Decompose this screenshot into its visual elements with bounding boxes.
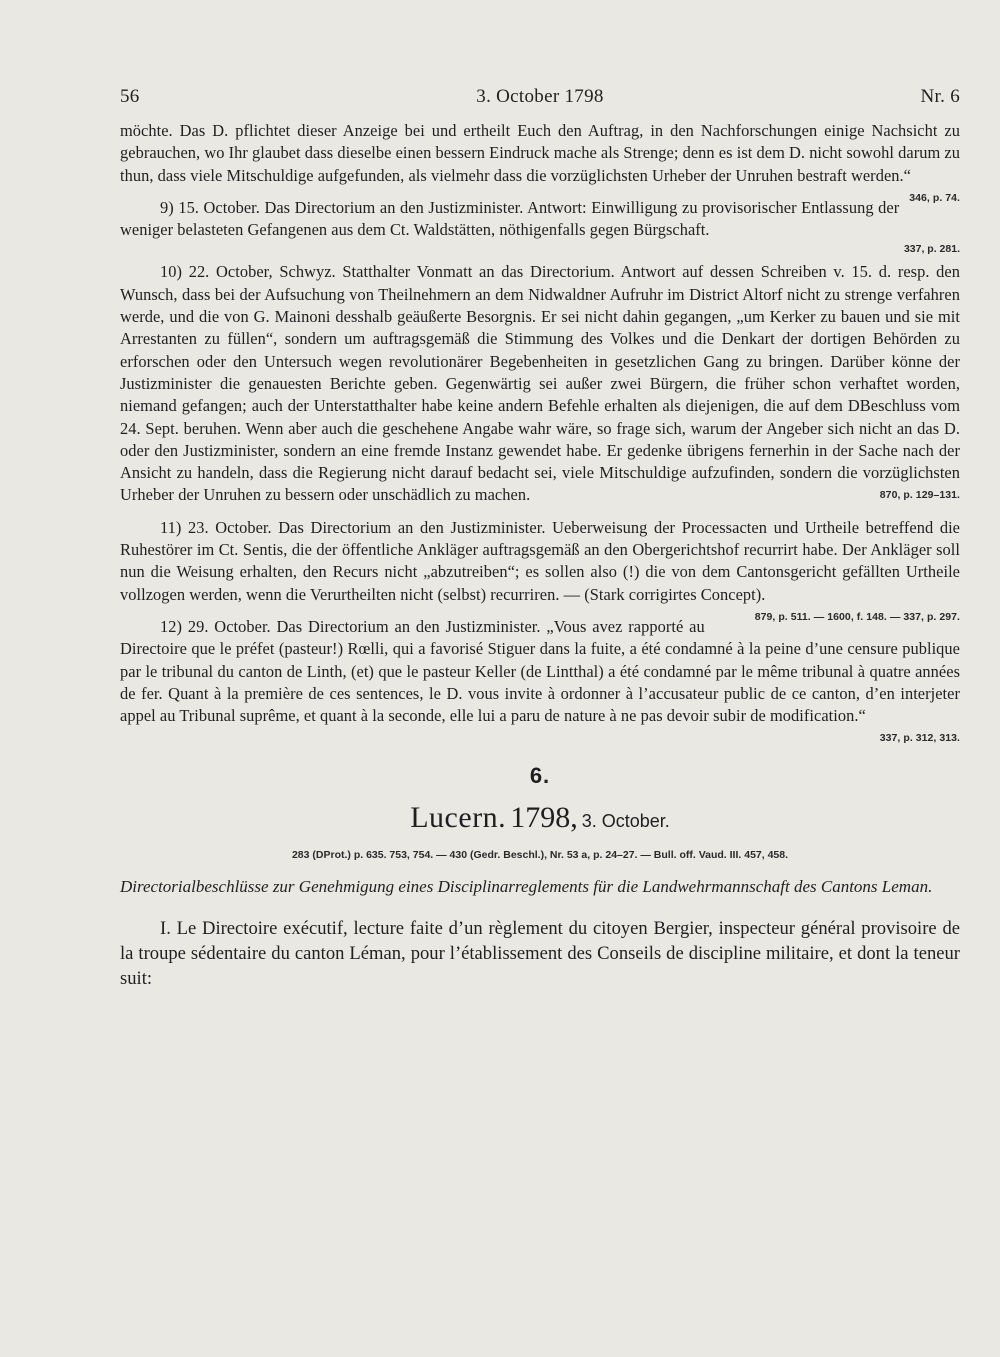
entry-11 bbox=[120, 517, 960, 623]
entry-12 bbox=[120, 616, 960, 745]
paragraph-text: 9) 15. October. Das Directorium an den Justizminister. Antwort: Einwilligung zu provisorischer Entlassung der weniger belasteten Gefangenen aus dem Ct. Waldstätten, nöthigenfalls gegen Bürgschaft. bbox=[120, 197, 900, 240]
paragraph-text: 10) 22. October, Schwyz. Statthalter Vonmatt an das Directorium. Antwort auf dessen Schreiben v. 15. d. resp. den Wunsch, dass bei der Aufsuchung von Theilnehmern an dem Nidwaldner Aufruhr im District Altorf nicht zu strenge verfahren werde, und die von G. Mainoni desshalb geäußerte Besorgnis. Er sei nicht dahin gegangen, „um Kerker zu bauen und sie mit Arrestanten zu füllen“, sondern um auftragsgemäß die Stimmung des Volkes und die Denkart der dortigen Behörden zu erforschen oder den Untersuch wegen revolutionärer Begebenheiten in gesetzlichen Gang zu bringen. Darüber könne der Justizminister die genauesten Berichte geben. Gegenwärtig sei außer zwei Bürgern, die früher schon verhaftet worden, niemand gefangen; auch der Unterstatthalter habe keine andern Befehle erhalten als diejenigen, die auf dem DBeschluss vom 24. Sept. beruhen. Wenn aber auch die geschehene Angabe wahr wäre, so frage sich, warum der Angeber sich nicht an das D. oder den Justizminister, sondern an eine fremde Instanz gewendet habe. Er gedenke übrigens fernerhin in der Sache nach der Ansicht zu handeln, dass die Regierung nicht darauf bedacht sei, viele Mitschuldige aufzufinden, sondern die vorzüglichsten Urheber der Unruhen zu bessern oder unschädlich zu machen. bbox=[120, 262, 960, 505]
page-number: 56 bbox=[120, 86, 140, 107]
section-intro: I. Le Directoire exécutif, lecture faite d’un règlement du citoyen Bergier, inspecteur général provisoire de la troupe sédentaire du canton Léman, pour l’établissement des Conseils de discipline militaire, et dont la teneur suit: bbox=[120, 918, 960, 990]
entry-10 bbox=[120, 261, 960, 506]
running-header bbox=[120, 86, 960, 114]
paragraph-continuation bbox=[120, 120, 961, 204]
section-title: Directorialbeschlüsse zur Genehmigung eines Disciplinarreglements für die Landwehrmannschaft des Cantons Leman. bbox=[120, 877, 933, 897]
section-date: 3. October. bbox=[581, 811, 670, 832]
paragraph-text: 11) 23. October. Das Directorium an den Justizminister. Ueberweisung der Processacten und Urtheile betreffend die Ruhestörer im Ct. Sentis, die der öffentliche Ankläger auftragsgemäß an den Obergerichtshof recurrirt habe. Der Ankläger soll nun die Weisung erhalten, den Recurs nicht „abzutreiben“; es sollen also (!) die von dem Cantonsgericht gefällten Urtheile vollzogen werden, wenn die Verurtheilten nicht (selbst) recurriren. — (Stark corrigirtes Concept). bbox=[120, 517, 960, 604]
paragraph-text: möchte. Das D. pflichtet dieser Anzeige bei und ertheilt Euch den Auftrag, in den Nachforschungen einige Nachsicht zu gebrauchen, wo Ihr glaubet dass dieselbe einen bessern Eindruck mache als Strenge; denn es ist dem D. nicht sowohl darum zu thun, dass viele Mitschuldige aufgefunden, als vielmehr dass die vorzüglichsten Urheber der Unruhen bestraft werden.“ bbox=[120, 121, 961, 185]
source-reference: 870, p. 129–131. bbox=[879, 489, 960, 502]
paragraph-text: 12) 29. October. Das Directorium an den Justizminister. „Vous avez rapporté au Directoire que le préfet (pasteur!) Rœlli, qui a favorisé Stiguer dans la fuite, a été condamné à la peine d’une censure publique par le tribunal du canton de Linth, (et) que le pasteur Keller (de Lintthal) a été condamné par le même tribunal à quatre années de fer. Quant à la première de ces sentences, le D. vous invite à ordonner à l’accusateur public de ce canton, d’en interjeter appel au Tribunal suprême, et quant à la seconde, elle lui a paru de nature à ne pas devoir subir de modification.“ bbox=[120, 616, 960, 726]
source-reference: 337, p. 312, 313. bbox=[879, 732, 960, 745]
section-references: 283 (DProt.) p. 635. 753, 754. — 430 (Gedr. Beschl.), Nr. 53 a, p. 24–27. — Bull. off. Vaud. III. 457, 458. bbox=[291, 849, 789, 862]
entry-9 bbox=[120, 197, 960, 242]
section-dateline bbox=[120, 801, 960, 835]
header-date: 3. October 1798 bbox=[476, 86, 604, 107]
source-reference: 346, p. 74. bbox=[909, 191, 960, 204]
section-number: 6. bbox=[529, 763, 551, 789]
main-text bbox=[120, 120, 960, 991]
section-place: Lucern. bbox=[410, 801, 507, 835]
section-year: 1798, bbox=[510, 801, 578, 835]
source-reference: 337, p. 281. bbox=[903, 243, 960, 256]
document-number: Nr. 6 bbox=[920, 86, 960, 107]
source-reference: 879, p. 511. — 1600, f. 148. — 337, p. 297. bbox=[754, 610, 960, 623]
